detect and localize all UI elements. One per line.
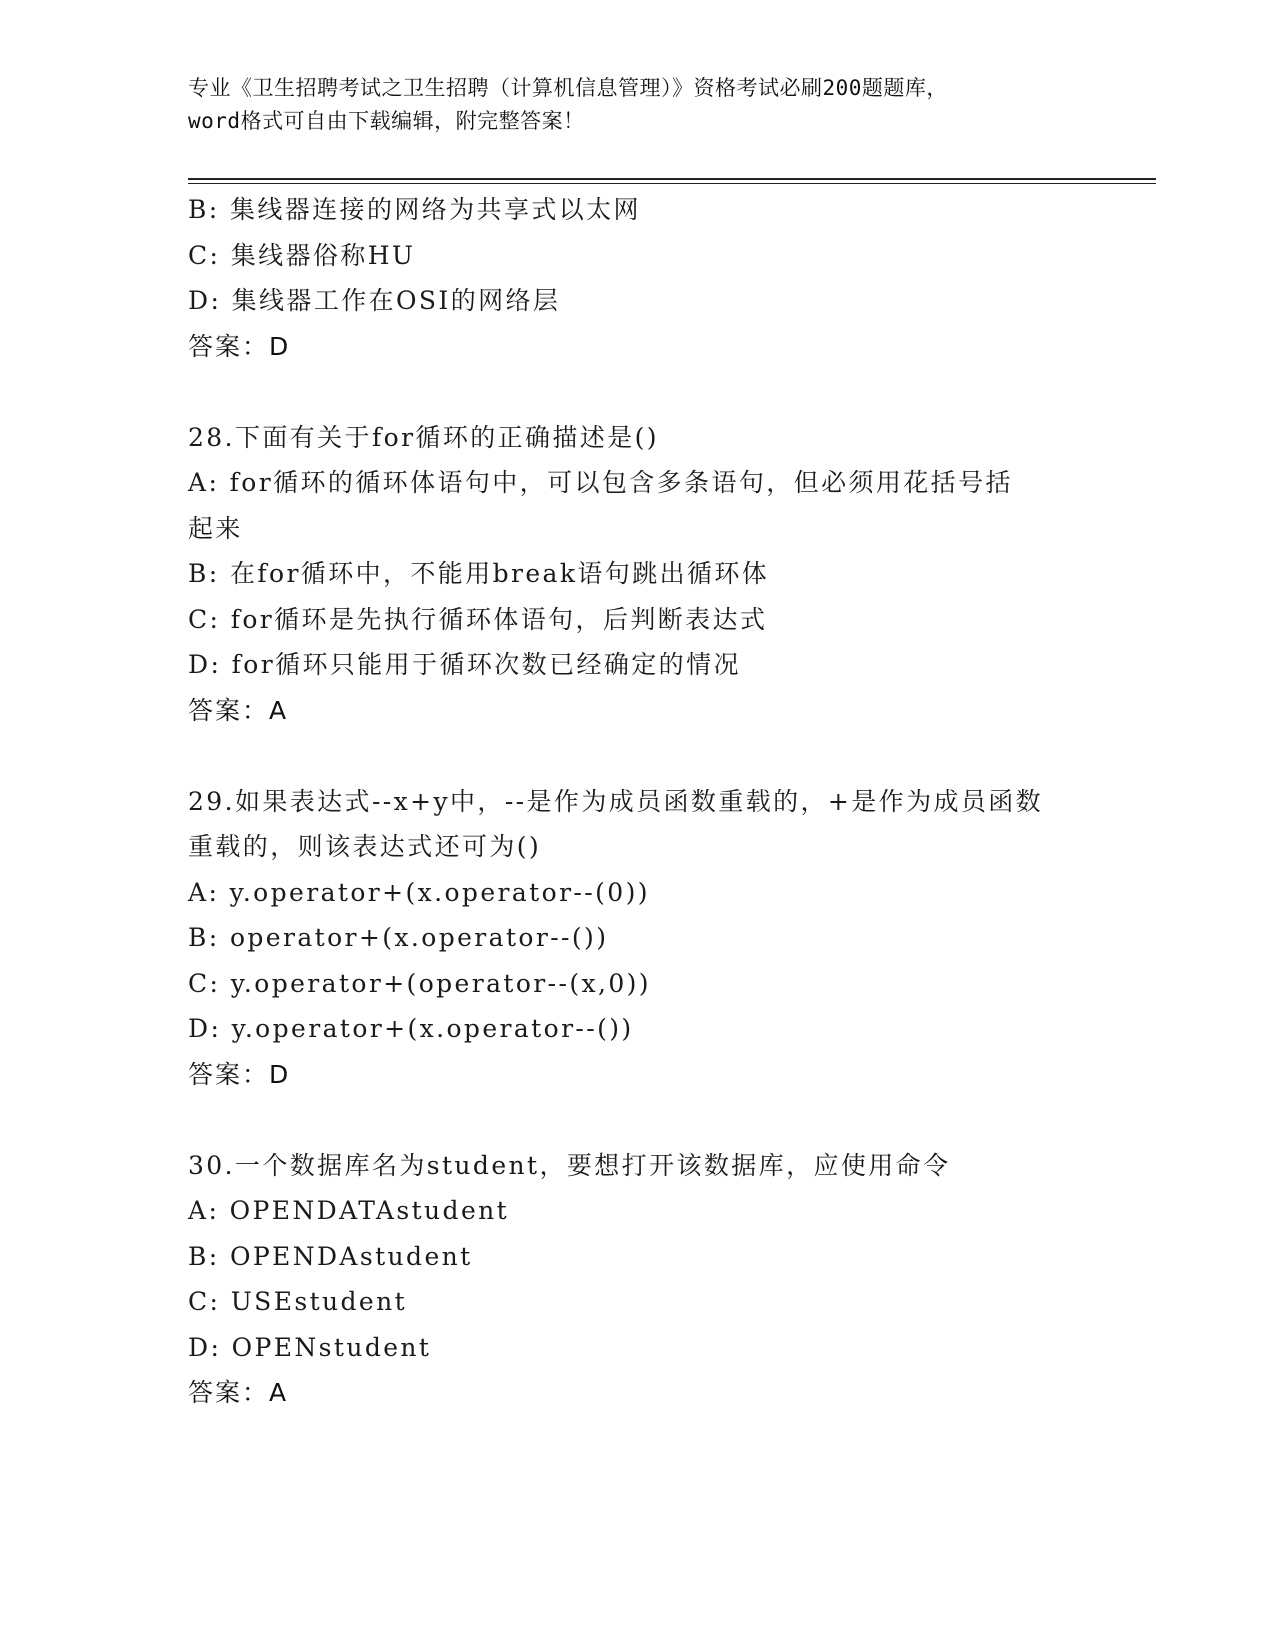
option-line: D: y.operator+(x.operator--()) [188,1014,634,1043]
answer-line: 答案：A [188,1378,289,1407]
option-line: D: for循环只能用于循环次数已经确定的情况 [188,650,741,679]
header-rule-thick [188,178,1156,180]
option-line: B: operator+(x.operator--()) [188,923,609,952]
question-30 [188,1143,1088,1416]
header-line-2: word格式可自由下载编辑，附完整答案！ [188,109,585,133]
question-stem: 重载的，则该表达式还可为() [188,832,542,861]
option-line: A: OPENDATAstudent [188,1196,510,1225]
spacer [188,733,1088,779]
question-29 [188,779,1088,1098]
option-line: A: for循环的循环体语句中，可以包含多条语句，但必须用花括号括 [188,468,1013,497]
option-line: 起来 [188,513,243,543]
option-line: D: 集线器工作在OSI的网络层 [188,286,561,315]
question-28 [188,415,1088,734]
option-line: D: OPENstudent [188,1332,432,1362]
option-line: C: for循环是先执行循环体语句，后判断表达式 [188,604,768,634]
option-line: A: y.operator+(x.operator--(0)) [188,877,650,907]
document-header [188,72,1088,138]
header-line-1: 专业《卫生招聘考试之卫生招聘（计算机信息管理）》资格考试必刷200题题库， [188,76,948,100]
question-stem: 28.下面有关于for循环的正确描述是() [188,422,659,452]
option-line: B: 集线器连接的网络为共享式以太网 [188,195,641,224]
prev-question-block [188,187,1088,369]
spacer [188,1097,1088,1143]
answer-line: 答案：D [188,331,291,361]
question-content [188,187,1088,1416]
question-stem: 29.如果表达式--x+y中，--是作为成员函数重载的，+是作为成员函数 [188,786,1044,816]
question-stem: 30.一个数据库名为student，要想打开该数据库，应使用命令 [188,1150,951,1180]
option-line: B: OPENDAstudent [188,1241,473,1271]
option-line: C: y.operator+(operator--(x,0)) [188,968,651,998]
option-line: C: 集线器俗称HU [188,240,416,270]
answer-line: 答案：D [188,1059,291,1089]
header-rule-thin [188,183,1156,184]
option-line: B: 在for循环中，不能用break语句跳出循环体 [188,559,770,588]
answer-line: 答案：A [188,695,289,725]
option-line: C: USEstudent [188,1287,408,1316]
spacer [188,369,1088,415]
